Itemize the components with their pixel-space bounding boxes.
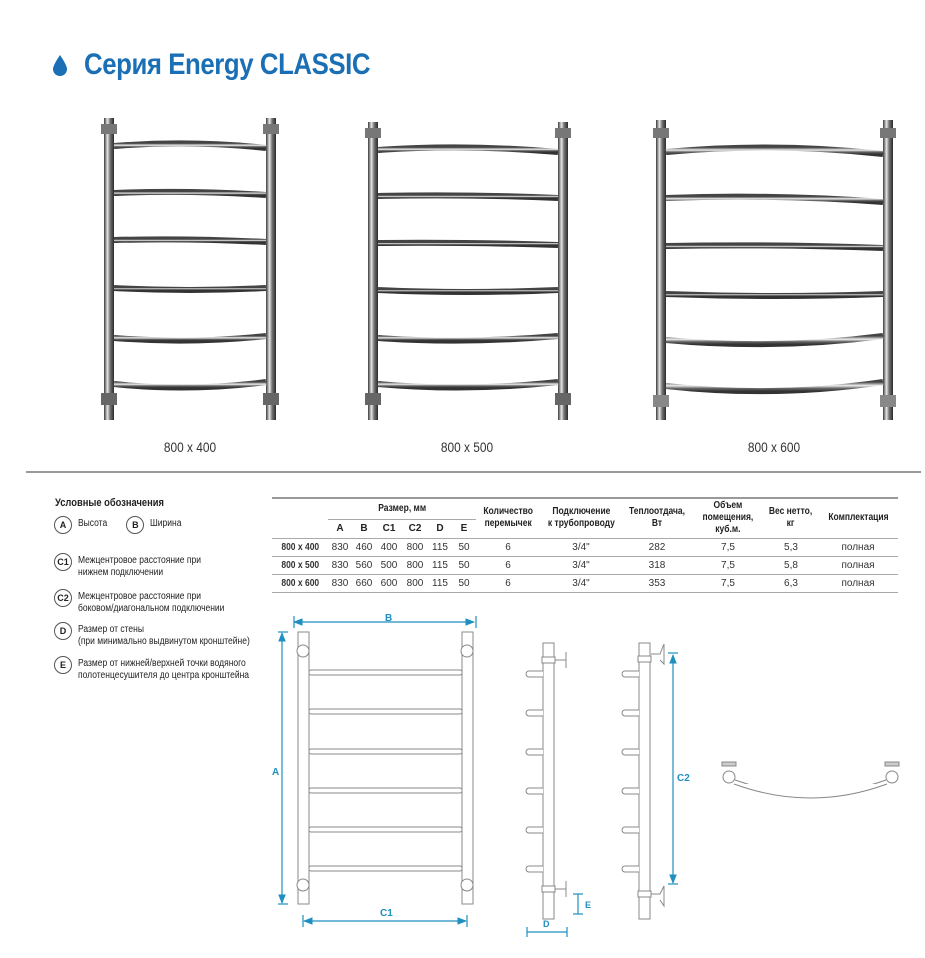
front-view-drawing xyxy=(297,632,473,904)
legend-item-a: A Высота xyxy=(54,516,112,534)
legend-item-c1: C1 Межцентровое расстояние при нижнем подключении xyxy=(54,553,223,579)
legend-ab xyxy=(54,516,187,534)
product-caption: 800 x 600 xyxy=(747,439,801,455)
legend-item-d: D Размер от стены (при минимально выдвинутом кронштейне) xyxy=(54,622,280,648)
series-title: Серия Energy CLASSIC xyxy=(84,48,371,81)
dim-label-a: A xyxy=(272,767,280,778)
product-caption: 800 x 400 xyxy=(163,439,217,455)
side-view-drawing-bottom xyxy=(526,643,566,919)
legend-item-b: B Ширина xyxy=(126,516,187,534)
legend-item-e: E Размер от нижней/верхней точки водяного полотенцесушителя до центра кронштейна xyxy=(54,656,279,682)
dim-label-d: D xyxy=(543,919,550,929)
legend-key-badge: E xyxy=(54,656,72,674)
product-photos xyxy=(0,110,925,430)
dim-label-b: B xyxy=(385,613,393,624)
legend-key-badge: D xyxy=(54,622,72,640)
table-row: 800 x 600 830 660 600 800 115 50 6 3/4" 353 7,5 6,3 полная xyxy=(272,574,898,592)
dim-label-c2: C2 xyxy=(677,773,690,784)
size-group-header: Размер, мм xyxy=(378,503,426,514)
technical-drawings xyxy=(0,600,925,958)
legend-key-badge: B xyxy=(126,516,144,534)
product-photo-800x400 xyxy=(101,118,279,420)
legend-key-badge: C2 xyxy=(54,589,72,607)
dim-label-e: E xyxy=(585,900,592,910)
legend-key-badge: C1 xyxy=(54,553,72,571)
legend-title: Условные обозначения xyxy=(55,497,164,509)
top-view-drawing xyxy=(722,762,899,798)
dim-label-c1: C1 xyxy=(380,908,393,919)
product-caption: 800 x 500 xyxy=(440,439,494,455)
page-title xyxy=(52,48,417,82)
legend-key-badge: A xyxy=(54,516,72,534)
table-row: 800 x 500 830 560 500 800 115 50 6 3/4" 318 7,5 5,8 полная xyxy=(272,556,898,574)
dim-header-row: A B C1 C2 D E xyxy=(272,520,898,539)
section-divider xyxy=(26,471,921,473)
product-photo-800x500 xyxy=(365,122,571,420)
legend-item-c2: C2 Межцентровое расстояние при боковом/диагональном подключении xyxy=(54,589,250,615)
water-drop-icon xyxy=(52,54,68,76)
table-row: 800 x 400 830 460 400 800 115 50 6 3/4" 282 7,5 5,3 полная xyxy=(272,538,898,556)
spec-table: Размер, мм Количество перемычек Подключение к трубопроводу Теплоотдача, Вт Объем помещения, куб.м. Вес нетто, кг Комплектация A B C1 C2 D E 800 x 400 830 460 400 800 115 50 6 3/4" 282 7,5 5,3 полная 800 x 500 830 560 500 800 115 50 6 3/4" 318 7,5 5,8 полная 800 x 600 830 660 600 800 115 50 6 3/4" 353 7,5 6,3 полная xyxy=(272,497,898,593)
product-photo-800x600 xyxy=(653,120,896,420)
side-view-drawing-side xyxy=(622,643,664,919)
